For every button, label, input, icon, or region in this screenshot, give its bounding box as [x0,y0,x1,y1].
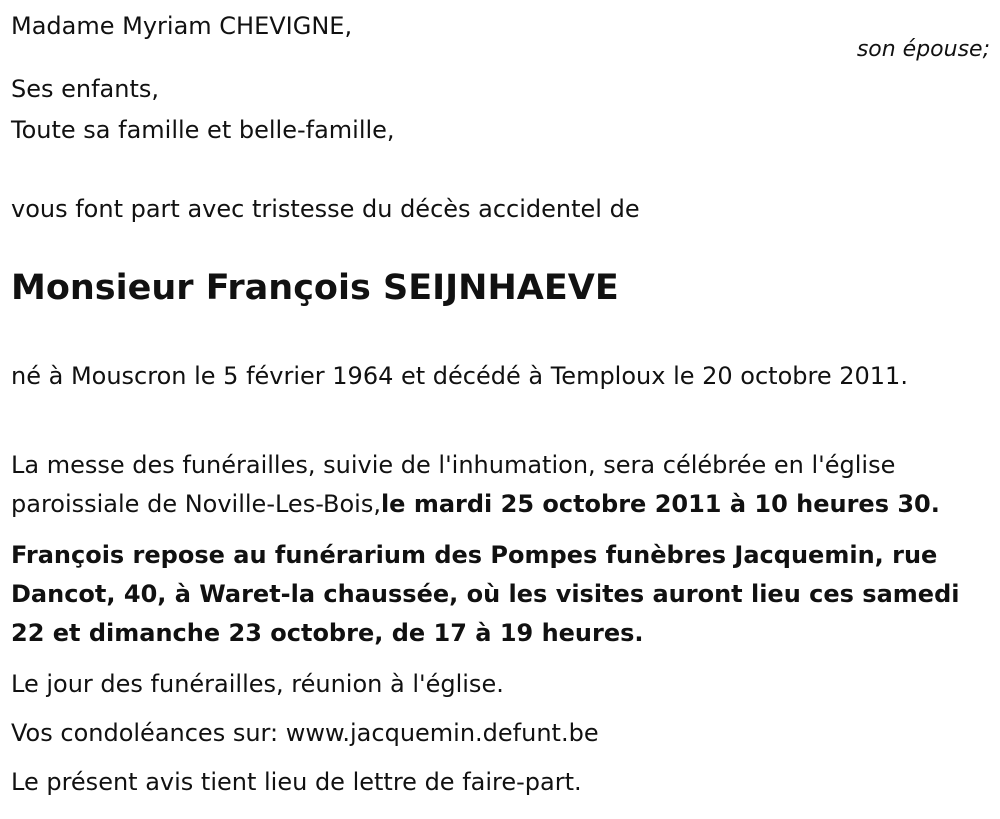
children-line: Ses enfants, [11,75,160,103]
funeral-paragraph [11,446,986,524]
intro-line: vous font part avec tristesse du décès accidentel de [11,195,640,223]
notice-paragraph: Le présent avis tient lieu de lettre de faire-part. [11,768,582,796]
spouse-name: Madame Myriam CHEVIGNE, [11,12,353,40]
family-line: Toute sa famille et belle-famille, [11,116,395,144]
condolences-paragraph: Vos condoléances sur: www.jacquemin.defunt.be [11,719,599,747]
meeting-paragraph: Le jour des funérailles, réunion à l'église. [11,670,504,698]
funeral-date: le mardi 25 octobre 2011 à 10 heures 30. [380,490,940,518]
funeral-intro: La messe des funérailles, suivie de l'inhumation, sera célébrée en l'église paroissiale de Noville-Les-Bois, [11,451,896,518]
deceased-name: Monsieur François SEIJNHAEVE [11,268,619,308]
visitation-paragraph: François repose au funérarium des Pompes funèbres Jacquemin, rue Dancot, 40, à Waret-la chaussée, où les visites auront lieu ces samedi 22 et dimanche 23 octobre, de 17 à 19 heures. [11,541,960,647]
spouse-role: son épouse; [856,37,990,62]
birth-death-paragraph: né à Mouscron le 5 février 1964 et décédé à Temploux le 20 octobre 2011. [11,362,908,390]
